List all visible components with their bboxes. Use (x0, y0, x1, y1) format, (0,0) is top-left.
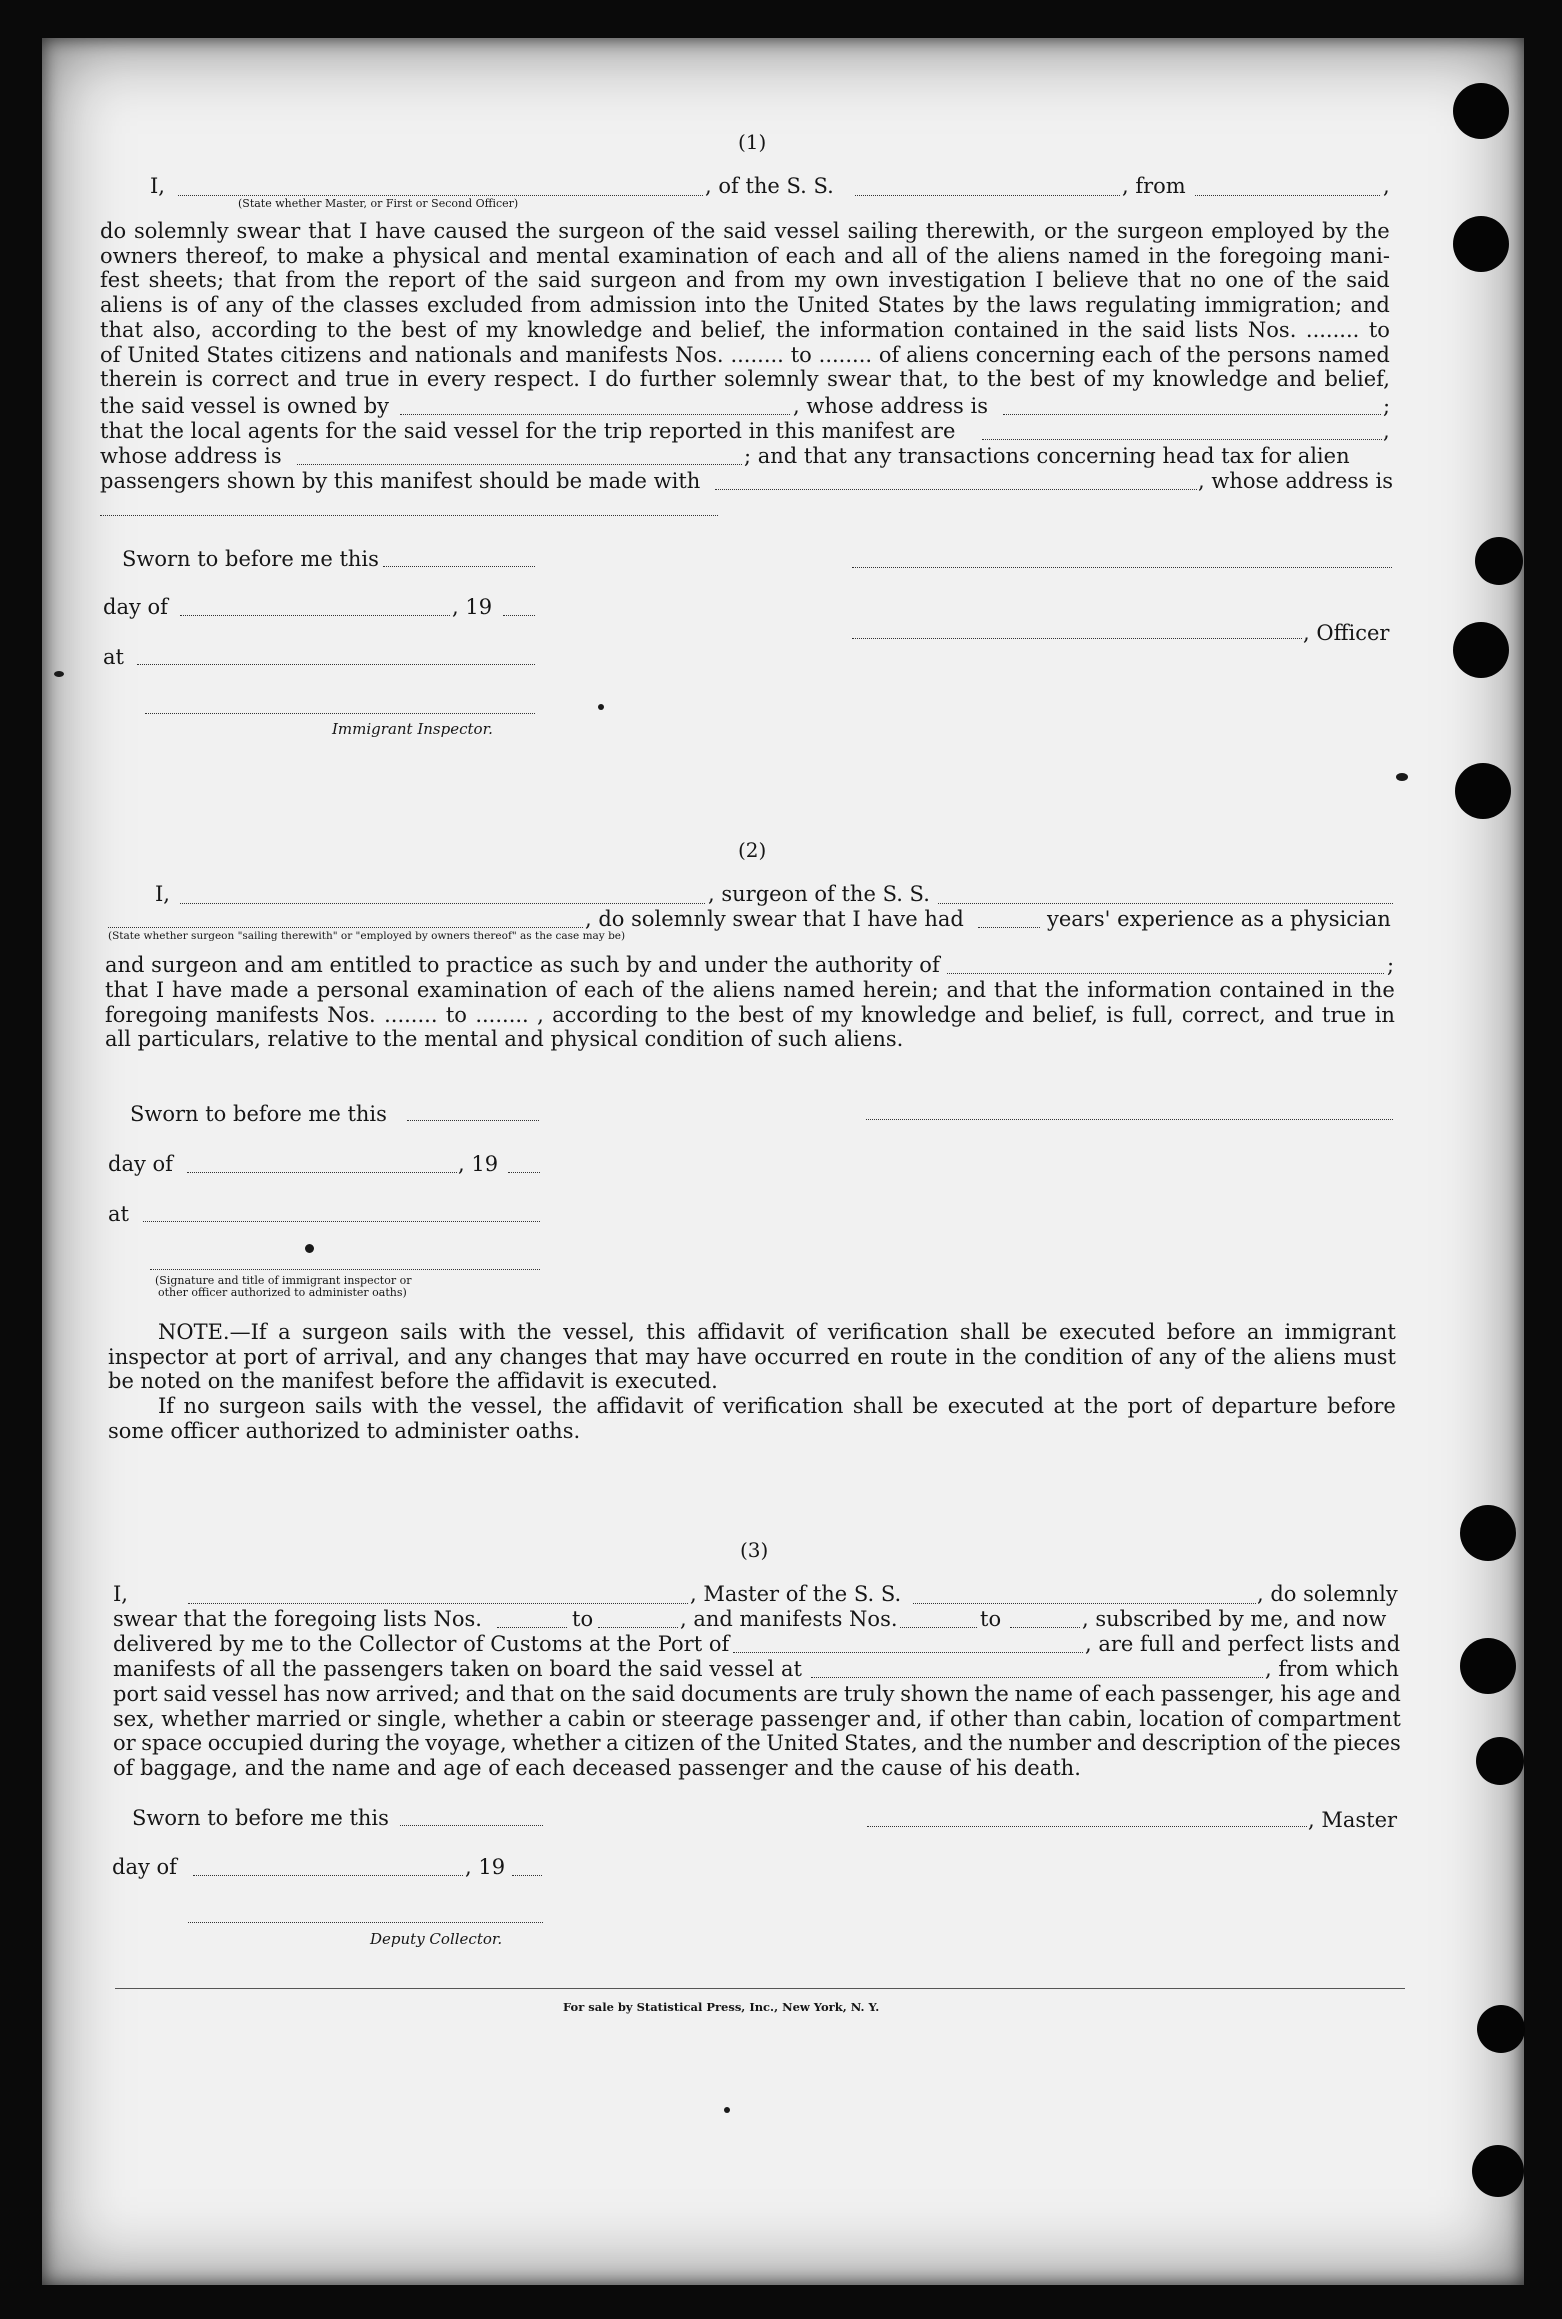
s2-sworn-day-field[interactable] (407, 1120, 539, 1121)
s1-dayof-label: day of (103, 595, 168, 619)
s2-surgeon-type-hint: (State whether surgeon "sailing therewith" or "employed by owners thereof" as the case may be) (108, 930, 626, 942)
paragraph-line: owners thereof, to make a physical and mental examination of each and all of the aliens named in the foregoing mani- (100, 243, 1390, 268)
s1-line1-i: I, (150, 174, 165, 198)
note-line: NOTE.—If a surgeon sails with the vessel, this affidavit of verification shall be executed before an immigrant (158, 1320, 1396, 1344)
s3-boarded-label: manifests of all the passengers taken on board the said vessel at (113, 1657, 802, 1681)
s3-line1-i: I, (113, 1582, 128, 1606)
s2-authority-label: and surgeon and am entitled to practice as such by and under the authority of (105, 953, 940, 977)
s3-manifests-to-label: to (980, 1607, 1002, 1631)
s2-signature-field[interactable] (866, 1119, 1393, 1120)
s3-solemnly-label: , do solemnly (1257, 1582, 1398, 1606)
punch-hole (1453, 83, 1509, 139)
s3-port-label: delivered by me to the Collector of Customs at the Port of (113, 1632, 730, 1656)
s3-subscribed-text: , subscribed by me, and now (1082, 1607, 1387, 1631)
paragraph-line: do solemnly swear that I have caused the surgeon of the said vessel sailing therewith, or the surgeon employed by the (100, 219, 1390, 243)
s2-surgeon-type-field[interactable] (108, 927, 583, 928)
s3-full-lists-text: , are full and perfect lists and (1085, 1632, 1401, 1656)
s3-lists-to-label: to (572, 1607, 594, 1631)
punch-hole (1453, 216, 1509, 272)
paragraph-line: that I have made a personal examination of each of the aliens named herein; and that the information contained in the (105, 978, 1395, 1002)
s1-owner-field[interactable] (400, 414, 790, 415)
ink-speck (724, 2107, 730, 2113)
section-1-number: (1) (738, 130, 767, 154)
s3-from-which-text: , from which (1265, 1657, 1399, 1681)
s1-from-port-field[interactable] (1195, 195, 1380, 196)
s1-year-label: , 19 (452, 595, 493, 619)
s1-party-address-field[interactable] (100, 515, 718, 516)
s3-master-label: , Master (1308, 1808, 1398, 1832)
paragraph-line: or space occupied during the voyage, whether a citizen of the United States, and the number and description of the pieces (113, 1731, 1401, 1756)
s1-owned-by: the said vessel is owned by (100, 394, 390, 418)
s2-month-field[interactable] (187, 1172, 457, 1173)
s1-agents-field[interactable] (982, 439, 1382, 440)
ink-speck (54, 671, 64, 677)
s1-at-label: at (103, 645, 124, 669)
note-line: If no surgeon sails with the vessel, the affidavit of verification shall be executed at the port of departure before (158, 1394, 1396, 1419)
s3-sworn-label: Sworn to before me this (132, 1806, 389, 1830)
s1-owned-semicolon: ; (1383, 394, 1391, 418)
punch-hole (1477, 2005, 1525, 2053)
s1-head-tax-party-field[interactable] (715, 489, 1197, 490)
s1-agents-label: that the local agents for the said vessel for the trip reported in this manifest are (100, 419, 956, 443)
s3-master-name-field[interactable] (188, 1603, 688, 1604)
punch-hole (1460, 1505, 1516, 1561)
s2-years-label: years' experience as a physician (1047, 907, 1391, 931)
ink-speck (305, 1244, 314, 1253)
s3-manifests-from-field[interactable] (900, 1627, 977, 1628)
s2-signature-hint-2: other officer authorized to administer oaths) (158, 1286, 407, 1299)
ink-speck (598, 704, 604, 710)
s2-years-field[interactable] (978, 927, 1040, 928)
paragraph-line: that also, according to the best of my knowledge and belief, the information contained in the said lists Nos. ........ to (100, 317, 1390, 342)
footer-rule (115, 1988, 1405, 1989)
paragraph-line: of United States citizens and nationals and manifests Nos. ........ to ........ of aliens concerning each of the persons named (100, 342, 1390, 367)
s1-agent-address-field[interactable] (297, 464, 742, 465)
s2-at-place-field[interactable] (143, 1221, 540, 1222)
s2-year-label: , 19 (458, 1152, 499, 1176)
s1-sworn-label: Sworn to before me this (122, 547, 379, 571)
s1-owner-address-field[interactable] (1003, 414, 1381, 415)
note-line: inspector at port of arrival, and any changes that may have occurred en route in the condition of any of the aliens must (108, 1344, 1396, 1369)
s2-year-field[interactable] (508, 1172, 540, 1173)
s2-at-label: at (108, 1202, 129, 1226)
s3-month-field[interactable] (193, 1875, 463, 1876)
s3-dayof-label: day of (112, 1855, 177, 1879)
punch-hole (1475, 537, 1523, 585)
s2-surgeon-of-label: , surgeon of the S. S. (708, 882, 930, 906)
s1-officer-label: , Officer (1303, 621, 1390, 645)
s2-surgeon-name-field[interactable] (180, 903, 705, 904)
paragraph-line: foregoing manifests Nos. ........ to ........ , according to the best of my knowledge and belief, is full, correct, and true in (105, 1002, 1395, 1027)
paragraph-line: of baggage, and the name and age of each deceased passenger and the cause of his death. (113, 1756, 1081, 1781)
s3-ship-field[interactable] (913, 1603, 1256, 1604)
note-line: be noted on the manifest before the affidavit is executed. (108, 1369, 718, 1394)
note-line: some officer authorized to administer oaths. (108, 1418, 581, 1443)
punch-hole (1453, 622, 1509, 678)
punch-hole (1455, 763, 1511, 819)
s1-year-field[interactable] (503, 615, 535, 616)
s3-boarded-port-field[interactable] (811, 1677, 1263, 1678)
s3-manifests-to-field[interactable] (1010, 1627, 1080, 1628)
paragraph-line: therein is correct and true in every respect. I do further solemnly swear that, to the best of my knowledge and belief, (100, 367, 1390, 392)
s1-head-tax-text: ; and that any transactions concerning head tax for alien (744, 444, 1350, 468)
s1-officer-field[interactable] (852, 638, 1302, 639)
s1-at-place-field[interactable] (137, 664, 535, 665)
s2-ship-field[interactable] (938, 903, 1393, 904)
s3-year-label: , 19 (465, 1855, 506, 1879)
s3-lists-from-field[interactable] (497, 1627, 567, 1628)
s3-manifests-label: , and manifests Nos. (680, 1607, 898, 1631)
s1-month-field[interactable] (180, 615, 450, 616)
paragraph-line: all particulars, relative to the mental and physical condition of such aliens. (105, 1027, 904, 1052)
s1-owner-address-label: , whose address is (793, 394, 988, 418)
s1-inspector-signature-field[interactable] (145, 713, 535, 714)
s3-deputy-collector-title: Deputy Collector. (370, 1930, 503, 1948)
s1-ship-name-field[interactable] (855, 195, 1120, 196)
s3-paragraph (113, 1682, 1401, 1781)
s1-party-address-label: , whose address is (1198, 469, 1393, 493)
s1-line1-from: , from (1122, 174, 1186, 198)
section-3-number: (3) (740, 1538, 769, 1562)
s3-master-of-label: , Master of the S. S. (690, 1582, 902, 1606)
s1-line1-comma: , (1383, 174, 1390, 198)
s2-authority-semicolon: ; (1387, 953, 1395, 977)
s3-port-field[interactable] (733, 1652, 1083, 1653)
s1-sworn-day-field[interactable] (383, 566, 535, 567)
s1-agent-address-label: whose address is (100, 444, 282, 468)
s1-officer-name-field[interactable] (178, 195, 703, 196)
s3-year-field[interactable] (512, 1875, 542, 1876)
s2-authority-field[interactable] (947, 973, 1384, 974)
punch-hole (1472, 2145, 1524, 2197)
s1-inspector-title: Immigrant Inspector. (332, 720, 493, 738)
s3-master-signature-field[interactable] (867, 1826, 1307, 1827)
paragraph-line: aliens is of any of the classes excluded from admission into the United States by the laws regulating immigration; and (100, 293, 1390, 318)
s1-line1-ship: , of the S. S. (705, 174, 834, 198)
s1-agents-comma: , (1383, 419, 1390, 443)
s1-paragraph (100, 219, 1390, 392)
s2-note (108, 1320, 1396, 1444)
s2-dayof-label: day of (108, 1152, 173, 1176)
section-2-number: (2) (738, 838, 767, 862)
s1-signature-field[interactable] (852, 567, 1392, 568)
s1-passengers-label: passengers shown by this manifest should be made with (100, 469, 701, 493)
s2-inspector-signature-field[interactable] (150, 1269, 540, 1270)
s2-paragraph (105, 978, 1395, 1052)
paragraph-line: sex, whether married or single, whether a cabin or steerage passenger and, if other than cabin, location of compartment (113, 1706, 1401, 1731)
punch-hole (1476, 1737, 1524, 1785)
paragraph-line: fest sheets; that from the report of the said surgeon and from my own investigation I believe that no one of the said (100, 268, 1390, 293)
s1-officer-hint: (State whether Master, or First or Second Officer) (238, 197, 519, 210)
s3-collector-signature-field[interactable] (188, 1922, 543, 1923)
paragraph-line: port said vessel has now arrived; and that on the said documents are truly shown the name of each passenger, his age and (113, 1682, 1401, 1706)
ink-speck (1396, 773, 1408, 781)
s2-line1-i: I, (155, 882, 170, 906)
s3-lists-to-field[interactable] (598, 1627, 678, 1628)
s2-sworn-label: Sworn to before me this (130, 1102, 387, 1126)
s3-lists-label: swear that the foregoing lists Nos. (113, 1607, 482, 1631)
s2-signature-hint-1: (Signature and title of immigrant inspector or (155, 1274, 412, 1287)
s3-sworn-day-field[interactable] (400, 1825, 543, 1826)
s2-swear-text: , do solemnly swear that I have had (585, 907, 964, 931)
footer-printer-note: For sale by Statistical Press, Inc., New York, N. Y. (563, 2000, 880, 2014)
punch-hole (1460, 1638, 1516, 1694)
